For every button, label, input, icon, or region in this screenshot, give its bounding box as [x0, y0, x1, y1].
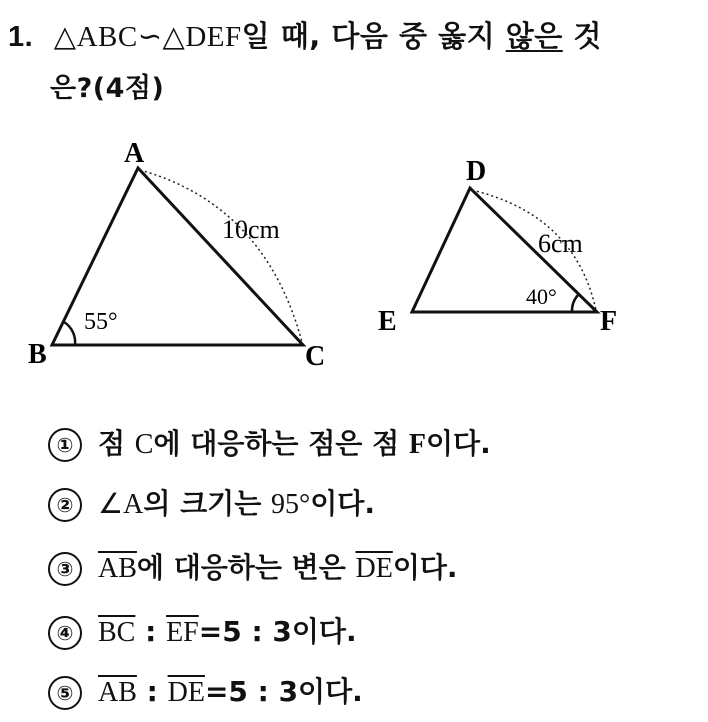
- question-underlined-word: 않은: [505, 19, 563, 53]
- choice-5-text-tail: =5 : 3이다.: [204, 675, 363, 708]
- choice-4-colon: :: [135, 615, 167, 648]
- vertex-b-label: B: [28, 339, 47, 370]
- choice-1-point-f: F: [408, 429, 426, 460]
- choice-5-colon: :: [136, 675, 168, 708]
- question-number: 1.: [8, 21, 34, 53]
- triangle-abc: [28, 138, 325, 372]
- choice-2-text-a: 의 크기는: [143, 487, 272, 520]
- angle-b-label: 55°: [84, 309, 118, 335]
- vertex-e-label: E: [378, 306, 397, 337]
- choice-1-mark: ①: [48, 428, 82, 462]
- choice-5-segment-ab: $\overline{AB}$: [98, 677, 137, 708]
- side-df-length-label: 6cm: [538, 229, 583, 258]
- vertex-f-label: F: [600, 306, 618, 337]
- choice-5-mark: ⑤: [48, 676, 82, 710]
- angle-f-arc: [572, 295, 578, 312]
- vertex-c-label: C: [305, 341, 326, 372]
- choice-2-text-b: 이다.: [310, 487, 375, 520]
- question-line-2: [50, 66, 164, 105]
- choice-1[interactable]: [48, 422, 491, 462]
- choice-2-mark: ②: [48, 488, 82, 522]
- choice-1-text-a: 점: [98, 427, 135, 460]
- choice-4-segment-ef: $\overline{EF}$: [166, 617, 199, 648]
- question-text-line2: 은?(4점): [50, 73, 165, 104]
- choice-2-angle-value: 95°: [271, 489, 311, 520]
- side-ac-length-label: 10cm: [222, 215, 280, 244]
- angle-b-arc: [64, 322, 75, 345]
- choice-1-text-c: 이다.: [425, 427, 491, 460]
- choice-3-mark: ③: [48, 552, 82, 586]
- choice-3-segment-ab: $\overline{AB}$: [98, 553, 137, 584]
- question-line-1: [8, 14, 602, 55]
- choice-4-mark: ④: [48, 616, 82, 650]
- triangle-def: [378, 156, 617, 337]
- choice-1-point-c: C: [134, 429, 154, 460]
- question-similarity: △ABC∽△DEF: [53, 21, 242, 53]
- choice-3-text-tail: 이다.: [392, 551, 458, 584]
- choice-5[interactable]: [48, 670, 363, 710]
- choice-4-segment-bc: $\overline{BC}$: [98, 617, 136, 648]
- vertex-d-label: D: [466, 156, 487, 187]
- question-text-b: 것: [562, 19, 602, 53]
- question-text-a: 일 때, 다음 중 옳지: [241, 19, 506, 53]
- choice-3[interactable]: [48, 546, 458, 586]
- choice-2-angle-a: ∠A: [98, 489, 144, 520]
- choice-2[interactable]: [48, 482, 375, 522]
- choice-4-text-tail: =5 : 3이다.: [198, 615, 357, 648]
- choice-3-segment-de: $\overline{DE}$: [355, 553, 393, 584]
- triangle-figure: [0, 120, 708, 380]
- choice-3-text-mid: 에 대응하는 변은: [136, 551, 356, 584]
- vertex-a-label: A: [124, 138, 145, 169]
- choice-5-segment-de: $\overline{DE}$: [167, 677, 205, 708]
- choice-1-text-b: 에 대응하는 점은 점: [153, 427, 409, 460]
- angle-f-label: 40°: [526, 284, 557, 309]
- choice-4[interactable]: [48, 610, 357, 650]
